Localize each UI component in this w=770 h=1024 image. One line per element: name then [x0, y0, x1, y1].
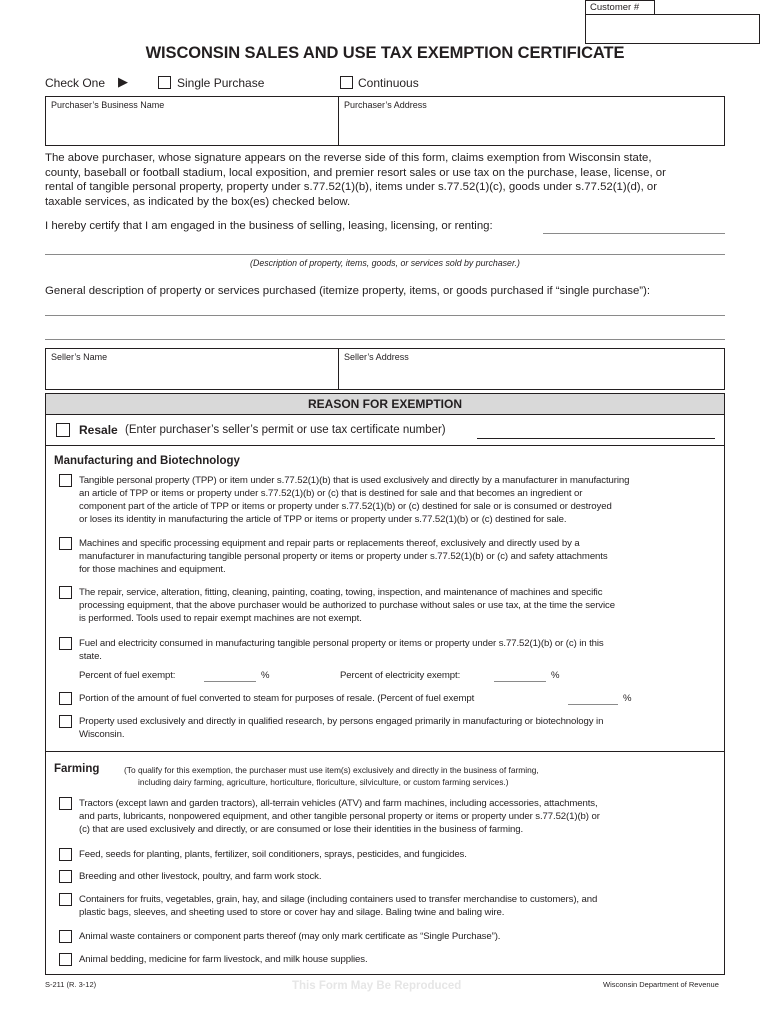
mfg-item1-line3: component part of the article of TPP or items or property under s.77.52(1)(b) or (c) destined for sale or is consumed or destroyed: [79, 501, 612, 512]
mfg-item1-line1: Tangible personal property (TPP) or item under s.77.52(1)(b) that is used exclusively and directly by a manufacturer in manufacturing: [79, 475, 630, 486]
manufacturing-divider: [45, 751, 725, 752]
steam-fuel-percent-field[interactable]: [568, 704, 618, 705]
mfg-item3-line2: processing equipment, that the above purchaser would be authorized to purchase without sales or use tax, at the time the service: [79, 600, 615, 611]
fuel-percent-sign: %: [261, 670, 270, 681]
general-description-text: General description of property or services purchased (itemize property, items, or goods purchased if “single purchase”):: [45, 285, 651, 297]
certify-text: I hereby certify that I am engaged in the business of selling, leasing, licensing, or renting:: [45, 220, 493, 232]
electricity-percent-label: Percent of electricity exempt:: [340, 670, 461, 681]
farming-note-line1: (To qualify for this exemption, the purchaser must use item(s) exclusively and directly in the business of farming,: [124, 765, 539, 775]
mfg-item5-text: Portion of the amount of fuel converted to steam for purposes of resale. (Percent of fuel exempt: [79, 693, 475, 704]
farm-item6-checkbox[interactable]: [59, 953, 72, 966]
farm-item3-checkbox[interactable]: [59, 870, 72, 883]
mfg-item3-checkbox[interactable]: [59, 586, 72, 599]
mfg-item3-line1: The repair, service, alteration, fitting, cleaning, painting, coating, towing, inspection, and maintenance of machines and specific: [79, 587, 603, 598]
intro-line-4: taxable services, as indicated by the box(es) checked below.: [45, 195, 351, 208]
manufacturing-heading: Manufacturing and Biotechnology: [54, 455, 240, 467]
resale-divider: [45, 445, 725, 446]
farm-item5-text: Animal waste containers or component parts thereof (may only mark certificate as “Single Purchase”).: [79, 931, 501, 942]
fuel-percent-field[interactable]: [204, 681, 256, 682]
farm-item1-line3: (c) that are used exclusively and directly, or are consumed or lose their identities in the business of farming.: [79, 824, 524, 835]
mfg-item3-line3: is performed. Tools used to repair exempt machines are not exempt.: [79, 613, 362, 624]
farm-item4-checkbox[interactable]: [59, 893, 72, 906]
mfg-item2-line2: manufacturer in manufacturing tangible personal property or items or property under s.77.52(1)(b) or (c) and safety attachments: [79, 551, 608, 562]
purchaser-name-label: Purchaser’s Business Name: [51, 100, 165, 110]
single-purchase-checkbox[interactable]: [158, 76, 171, 89]
mfg-item6-line2: Wisconsin.: [79, 729, 125, 740]
mfg-item1-line2: an article of TPP or items or property under s.77.52(1)(b) or (c) that is destined for sale and that becomes an ingredient or: [79, 488, 583, 499]
watermark-text: This Form May Be Reproduced: [292, 980, 462, 992]
general-line-1[interactable]: [45, 315, 725, 316]
mfg-item1-checkbox[interactable]: [59, 474, 72, 487]
seller-name-label: Seller’s Name: [51, 352, 108, 362]
farm-item1-line2: and parts, lubricants, nonpowered equipment, and other tangible personal property or items or property under s.77.52(1)(b) or: [79, 811, 600, 822]
resale-label: Resale: [79, 423, 118, 437]
mfg-item6-checkbox[interactable]: [59, 715, 72, 728]
mfg-item2-checkbox[interactable]: [59, 537, 72, 550]
general-line-2[interactable]: [45, 339, 725, 340]
arrow-right-icon: ▶: [118, 74, 128, 89]
mfg-item1-line4: or loses its identity in manufacturing the article of TPP or items or property under s.77.52(1)(b) or (c) destined for sale.: [79, 514, 567, 525]
mfg-item4-line2: state.: [79, 651, 102, 662]
mfg-item2-line3: for those machines and equipment.: [79, 564, 226, 575]
farm-item2-text: Feed, seeds for planting, plants, fertilizer, soil conditioners, sprays, pesticides, and fungicides.: [79, 849, 467, 860]
mfg-item4-line1: Fuel and electricity consumed in manufacturing tangible personal property or items or property under s.77.52(1)(b) or (c) in this: [79, 638, 604, 649]
form-id: S-211 (R. 3-12): [45, 980, 97, 989]
continuous-label: Continuous: [358, 76, 419, 90]
resale-permit-number-line[interactable]: [477, 438, 715, 439]
farm-item3-text: Breeding and other livestock, poultry, and farm work stock.: [79, 871, 322, 882]
certify-line-1[interactable]: [543, 233, 725, 234]
fuel-percent-label: Percent of fuel exempt:: [79, 670, 176, 681]
intro-line-1: The above purchaser, whose signature appears on the reverse side of this form, claims exemption from Wisconsin state,: [45, 152, 652, 164]
mfg-item2-line1: Machines and specific processing equipment and repair parts or replacements thereof, exclusively and directly used by a: [79, 538, 580, 549]
farm-item1-line1: Tractors (except lawn and garden tractors), all-terrain vehicles (ATV) and farm machines, including accessories, attachments,: [79, 798, 598, 809]
certify-line-2[interactable]: [45, 254, 725, 255]
check-one-label: Check One: [45, 76, 106, 90]
single-purchase-label: Single Purchase: [177, 76, 265, 90]
reason-heading: REASON FOR EXEMPTION: [307, 397, 462, 411]
mfg-item6-line1: Property used exclusively and directly in qualified research, by persons engaged primarily in manufacturing or biotechnology in: [79, 716, 604, 727]
farm-item4-line2: plastic bags, sleeves, and sheeting used to store or cover hay and silage. Baling twine and baling wire.: [79, 907, 505, 918]
customer-label: Customer #: [590, 2, 640, 13]
agency-name: Wisconsin Department of Revenue: [603, 980, 719, 989]
page-title: WISCONSIN SALES AND USE TAX EXEMPTION CERTIFICATE: [145, 44, 625, 62]
purchaser-address-label: Purchaser’s Address: [344, 100, 427, 110]
intro-line-2: county, baseball or football stadium, local exposition, and premier resort sales or use tax on the purchase, lease, license, or: [45, 166, 666, 179]
certify-caption: (Description of property, items, goods, or services sold by purchaser.): [250, 258, 520, 268]
seller-address-label: Seller’s Address: [344, 352, 409, 362]
farming-note-line2: including dairy farming, agriculture, horticulture, floriculture, silviculture, or custom farming services.): [138, 777, 509, 787]
customer-number-field[interactable]: [585, 14, 760, 44]
farm-item4-line1: Containers for fruits, vegetables, grain, hay, and silage (including containers used to transfer merchandise to customers), and: [79, 894, 598, 905]
farming-heading: Farming: [54, 763, 100, 775]
steam-fuel-percent-sign: %: [623, 693, 632, 704]
electricity-percent-field[interactable]: [494, 681, 546, 682]
mfg-item4-checkbox[interactable]: [59, 637, 72, 650]
farm-item2-checkbox[interactable]: [59, 848, 72, 861]
farm-item6-text: Animal bedding, medicine for farm livestock, and milk house supplies.: [79, 954, 368, 965]
farm-item5-checkbox[interactable]: [59, 930, 72, 943]
resale-checkbox[interactable]: [56, 423, 70, 437]
electricity-percent-sign: %: [551, 670, 560, 681]
resale-description: (Enter purchaser’s seller’s permit or use tax certificate number): [125, 424, 446, 436]
intro-line-3: rental of tangible personal property, property under s.77.52(1)(b), items under s.77.52(1)(c), goods under s.77.52(1)(d), or: [45, 181, 658, 193]
continuous-checkbox[interactable]: [340, 76, 353, 89]
farm-item1-checkbox[interactable]: [59, 797, 72, 810]
mfg-item5-checkbox[interactable]: [59, 692, 72, 705]
reason-header-divider: [45, 414, 725, 415]
